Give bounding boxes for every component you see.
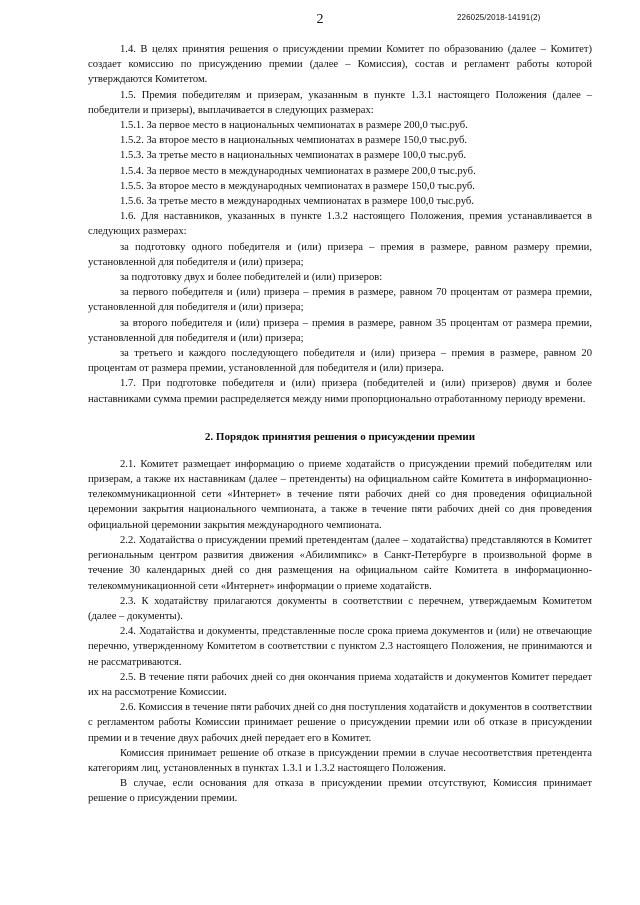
- paragraph-1-5: 1.5. Премия победителям и призерам, указанным в пункте 1.3.1 настоящего Положения (далее – победители и призеры), выплачивается в следующих размерах:: [88, 89, 592, 116]
- paragraph-1-6-item-3: за первого победителя и (или) призера – премия в размере, равном 70 процентам от размера премии, установленной для победителя и (или) призера;: [88, 287, 592, 314]
- paragraph-1-5-5: 1.5.5. За второе место в международных чемпионатах в размере 150,0 тыс.руб.: [120, 180, 475, 192]
- paragraph-1-6-item-5: за третьего и каждого последующего победителя и (или) призера – премия в размере, равном 20 процентам от размера премии, установленной для победителя и (или) призера.: [88, 348, 592, 375]
- paragraph-1-7: 1.7. При подготовке победителя и (или) призера (победителей и (или) призеров) двумя и более наставниками сумма премии распределяется между ними пропорционально отработанному периоду времени.: [88, 378, 592, 405]
- section-2-heading: 2. Порядок принятия решения о присуждении премии: [204, 430, 476, 443]
- paragraph-1-6-item-4: за второго победителя и (или) призера – премия в размере, равном 35 процентам от размера премии, установленной для победителя и (или) призера;: [88, 317, 592, 344]
- paragraph-2-3: 2.3. К ходатайству прилагаются документы в соответствии с перечнем, утверждаемым Комитетом (далее – документы).: [88, 595, 592, 622]
- registration-number: 226025/2018-14191(2): [457, 13, 541, 22]
- paragraph-1-5-2: 1.5.2. За второе место в национальных чемпионатах в размере 150,0 тыс.руб.: [120, 135, 468, 147]
- document-body: [88, 42, 592, 807]
- paragraph-1-5-6: 1.5.6. За третье место в международных чемпионатах в размере 100,0 тыс.руб.: [120, 196, 474, 208]
- page-number: 2: [316, 12, 324, 27]
- paragraph-2-6-award: В случае, если основания для отказа в присуждении премии отсутствуют, Комиссия принимает решение о присуждении премии.: [88, 778, 592, 805]
- paragraph-2-4: 2.4. Ходатайства и документы, представленные после срока приема документов и (или) не отвечающие перечню, утвержденному Комитетом в соответствии с пунктом 2.3 настоящего Положения, не принимаются и не рассматриваются.: [88, 626, 592, 668]
- paragraph-2-6-refusal: Комиссия принимает решение об отказе в присуждении премии в случае несоответствия претендента категориям лиц, установленных в пунктах 1.3.1 и 1.3.2 настоящего Положения.: [88, 747, 592, 774]
- paragraph-1-6-item-1: за подготовку одного победителя и (или) призера – премия в размере, равном размеру премии, установленной для победителя и (или) призера;: [88, 241, 592, 268]
- paragraph-2-1: 2.1. Комитет размещает информацию о приеме ходатайств о присуждении премий победителям или призерам, а также их наставникам (далее – претенденты) на официальном сайте Комитета в информационно-телекоммуникационной сети «Интернет» в течение пяти рабочих дней со дня проведения официальной церемонии закрытия национального чемпионата, а также в течение пяти рабочих дней со дня проведения официальной церемонии закрытия международного чемпионата.: [88, 458, 592, 531]
- paragraph-1-5-3: 1.5.3. За третье место в национальных чемпионатах в размере 100,0 тыс.руб.: [120, 150, 467, 162]
- paragraph-1-6-item-2: за подготовку двух и более победителей и (или) призеров:: [120, 272, 383, 284]
- paragraph-2-2: 2.2. Ходатайства о присуждении премий претендентам (далее – ходатайства) представляются в Комитет региональным центром развития движения «Абилимпикс» в Санкт-Петербурге в произвольной форме в течение 30 календарных дней со дня размещения на официальном сайте Комитета в информационно-телекоммуникационной сети «Интернет» информации о приеме ходатайств.: [88, 534, 592, 592]
- paragraph-2-5: 2.5. В течение пяти рабочих дней со дня окончания приема ходатайств и документов Комитет передает их на рассмотрение Комиссии.: [88, 671, 592, 698]
- paragraph-1-5-1: 1.5.1. За первое место в национальных чемпионатах в размере 200,0 тыс.руб.: [120, 120, 468, 132]
- paragraph-1-4: 1.4. В целях принятия решения о присуждении премии Комитет по образованию (далее – Комитет) создает комиссию по присуждению премии (далее – Комиссия), состав и регламент работы которой утверждаются Комитетом.: [88, 44, 592, 86]
- paragraph-1-6: 1.6. Для наставников, указанных в пункте 1.3.2 настоящего Положения, премия устанавливается в следующих размерах:: [88, 211, 592, 238]
- paragraph-1-5-4: 1.5.4. За первое место в международных чемпионатах в размере 200,0 тыс.руб.: [120, 165, 476, 177]
- paragraph-2-6: 2.6. Комиссия в течение пяти рабочих дней со дня поступления ходатайств и документов в соответствии с регламентом работы Комиссии принимает решение о присуждении премии или об отказе в присуждении премии и в течение двух рабочих дней передает его в Комитет.: [88, 702, 592, 744]
